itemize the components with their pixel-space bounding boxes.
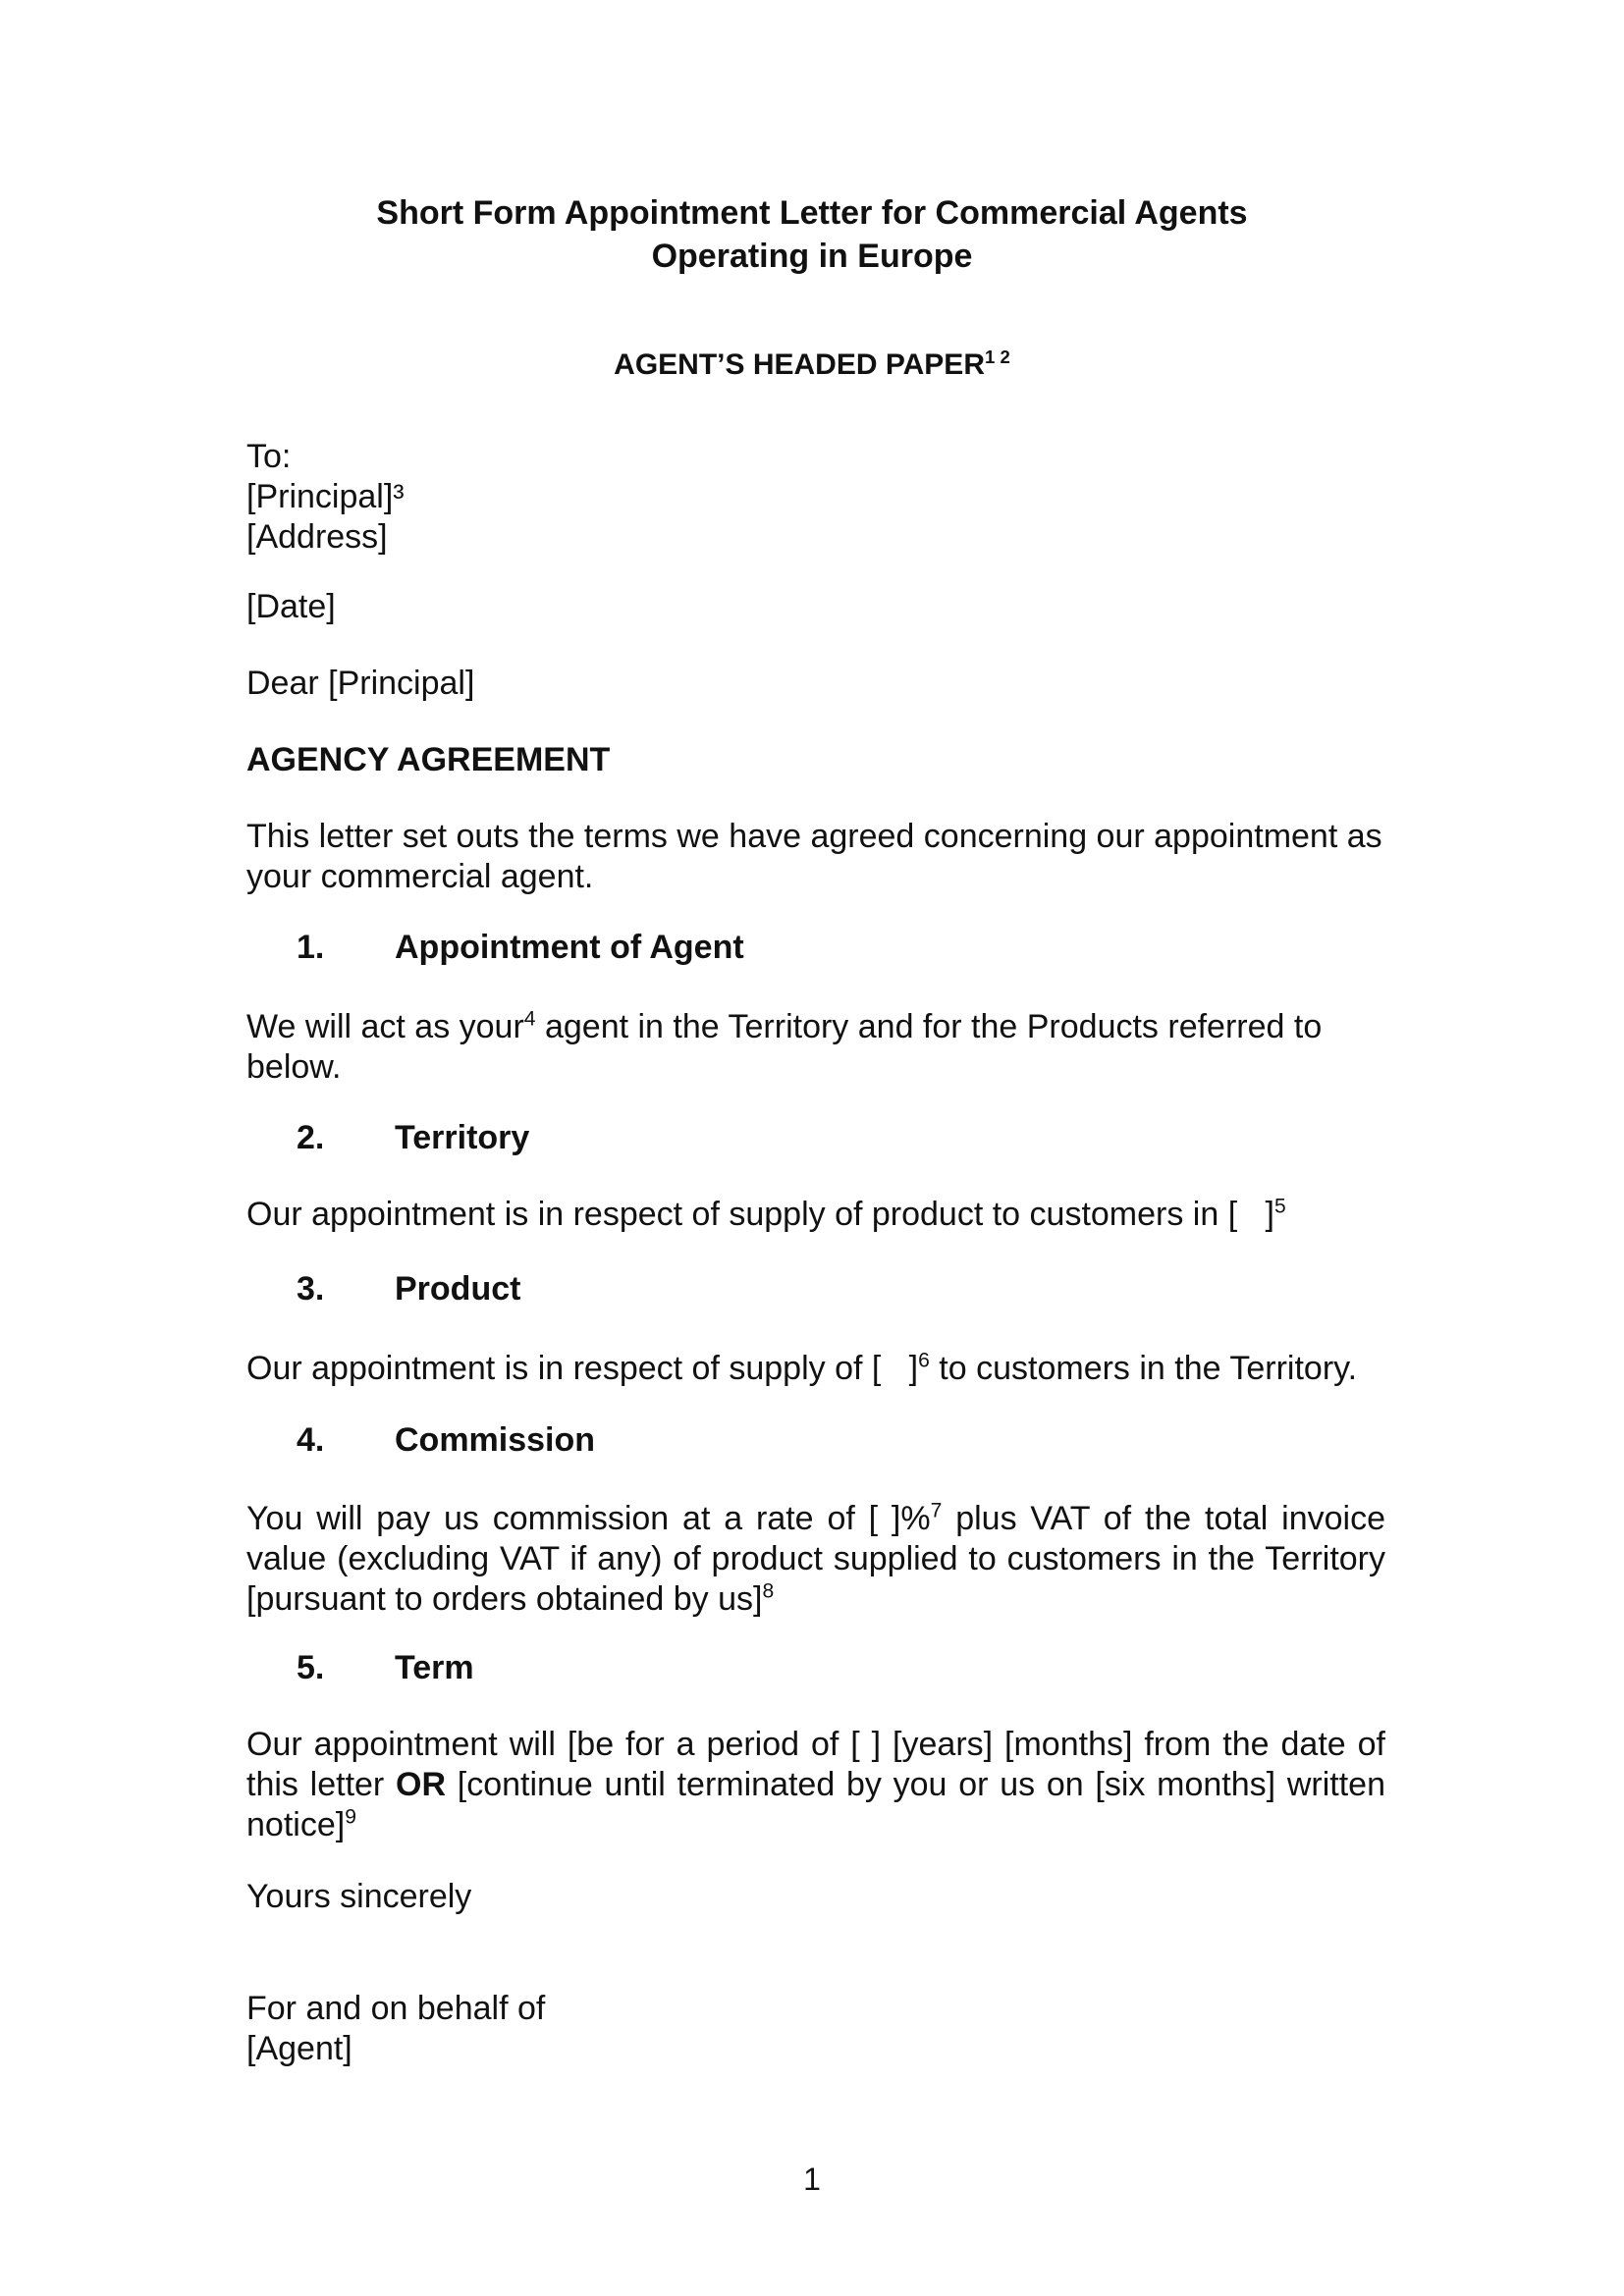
- page-number: 1: [803, 2162, 821, 2197]
- recipient-address: [Address]: [246, 518, 388, 556]
- section-text: We will act as your$^4$ agent in the Territory and for the Products referred to below.: [246, 1007, 1323, 1086]
- title-line-1: Short Form Appointment Letter for Commercial Agents: [376, 194, 1248, 232]
- footnote-ref: 9: [345, 1805, 356, 1829]
- section-text: Our appointment will [be for a period of [ ] [years] [months] from the date of this letter OR [continue until terminated by you or us on [six months] written notice]$^9$: [246, 1726, 1385, 1843]
- emphasis-or: OR: [396, 1766, 446, 1803]
- closing: Yours sincerely: [246, 1878, 472, 1915]
- agent-line: [Agent]: [246, 2030, 352, 2067]
- section-number: 4.: [297, 1421, 325, 1459]
- footnote-ref: 7: [930, 1499, 943, 1522]
- footnote-ref: 1 2: [984, 347, 1010, 367]
- footnote-ref: 6: [918, 1349, 930, 1372]
- footnote-ref: 5: [1273, 1195, 1286, 1218]
- behalf-line: For and on behalf of: [246, 1990, 546, 2027]
- salutation: Dear [Principal]: [246, 665, 475, 702]
- section-text: You will pay us commission at a rate of [ ]%$^7$ plus VAT of the total invoice value (excluding VAT if any) of product supplied to customers in the Territory [pursuant to orders obtained by us]$^8$: [246, 1499, 1386, 1618]
- title-line-2: Operating in Europe: [651, 238, 973, 275]
- headed-paper-heading: [0, 348, 1624, 382]
- headed-paper-label: AGENT’S HEADED PAPER: [614, 348, 985, 381]
- footnote-ref: 4: [523, 1007, 536, 1031]
- section-title: Product: [395, 1270, 521, 1308]
- section-title: Commission: [395, 1421, 596, 1459]
- section-title: Territory: [395, 1119, 530, 1156]
- recipient-block: [246, 437, 1385, 558]
- section-number: 5.: [297, 1649, 325, 1686]
- section-text: Our appointment is in respect of supply of [ ]$^6$ to customers in the Territory.: [246, 1349, 1358, 1387]
- section-text: Our appointment is in respect of supply of product to customers in [ ]$^5$: [246, 1195, 1286, 1233]
- section-number: 1.: [297, 929, 325, 966]
- letter-date: [Date]: [246, 588, 336, 625]
- section-number: 3.: [297, 1270, 325, 1308]
- signature-block: [246, 1989, 1385, 2069]
- agreement-heading: AGENCY AGREEMENT: [246, 741, 611, 778]
- section-title: Term: [395, 1649, 474, 1686]
- intro-paragraph: This letter set outs the terms we have agreed concerning our appointment as your commercial agent.: [246, 818, 1382, 895]
- to-label: To:: [246, 438, 292, 475]
- footnote-ref: 8: [762, 1579, 775, 1603]
- section-title: Appointment of Agent: [395, 929, 744, 966]
- section-number: 2.: [297, 1119, 325, 1156]
- recipient-principal: [Principal]³: [246, 478, 405, 515]
- document-title: [0, 191, 1624, 278]
